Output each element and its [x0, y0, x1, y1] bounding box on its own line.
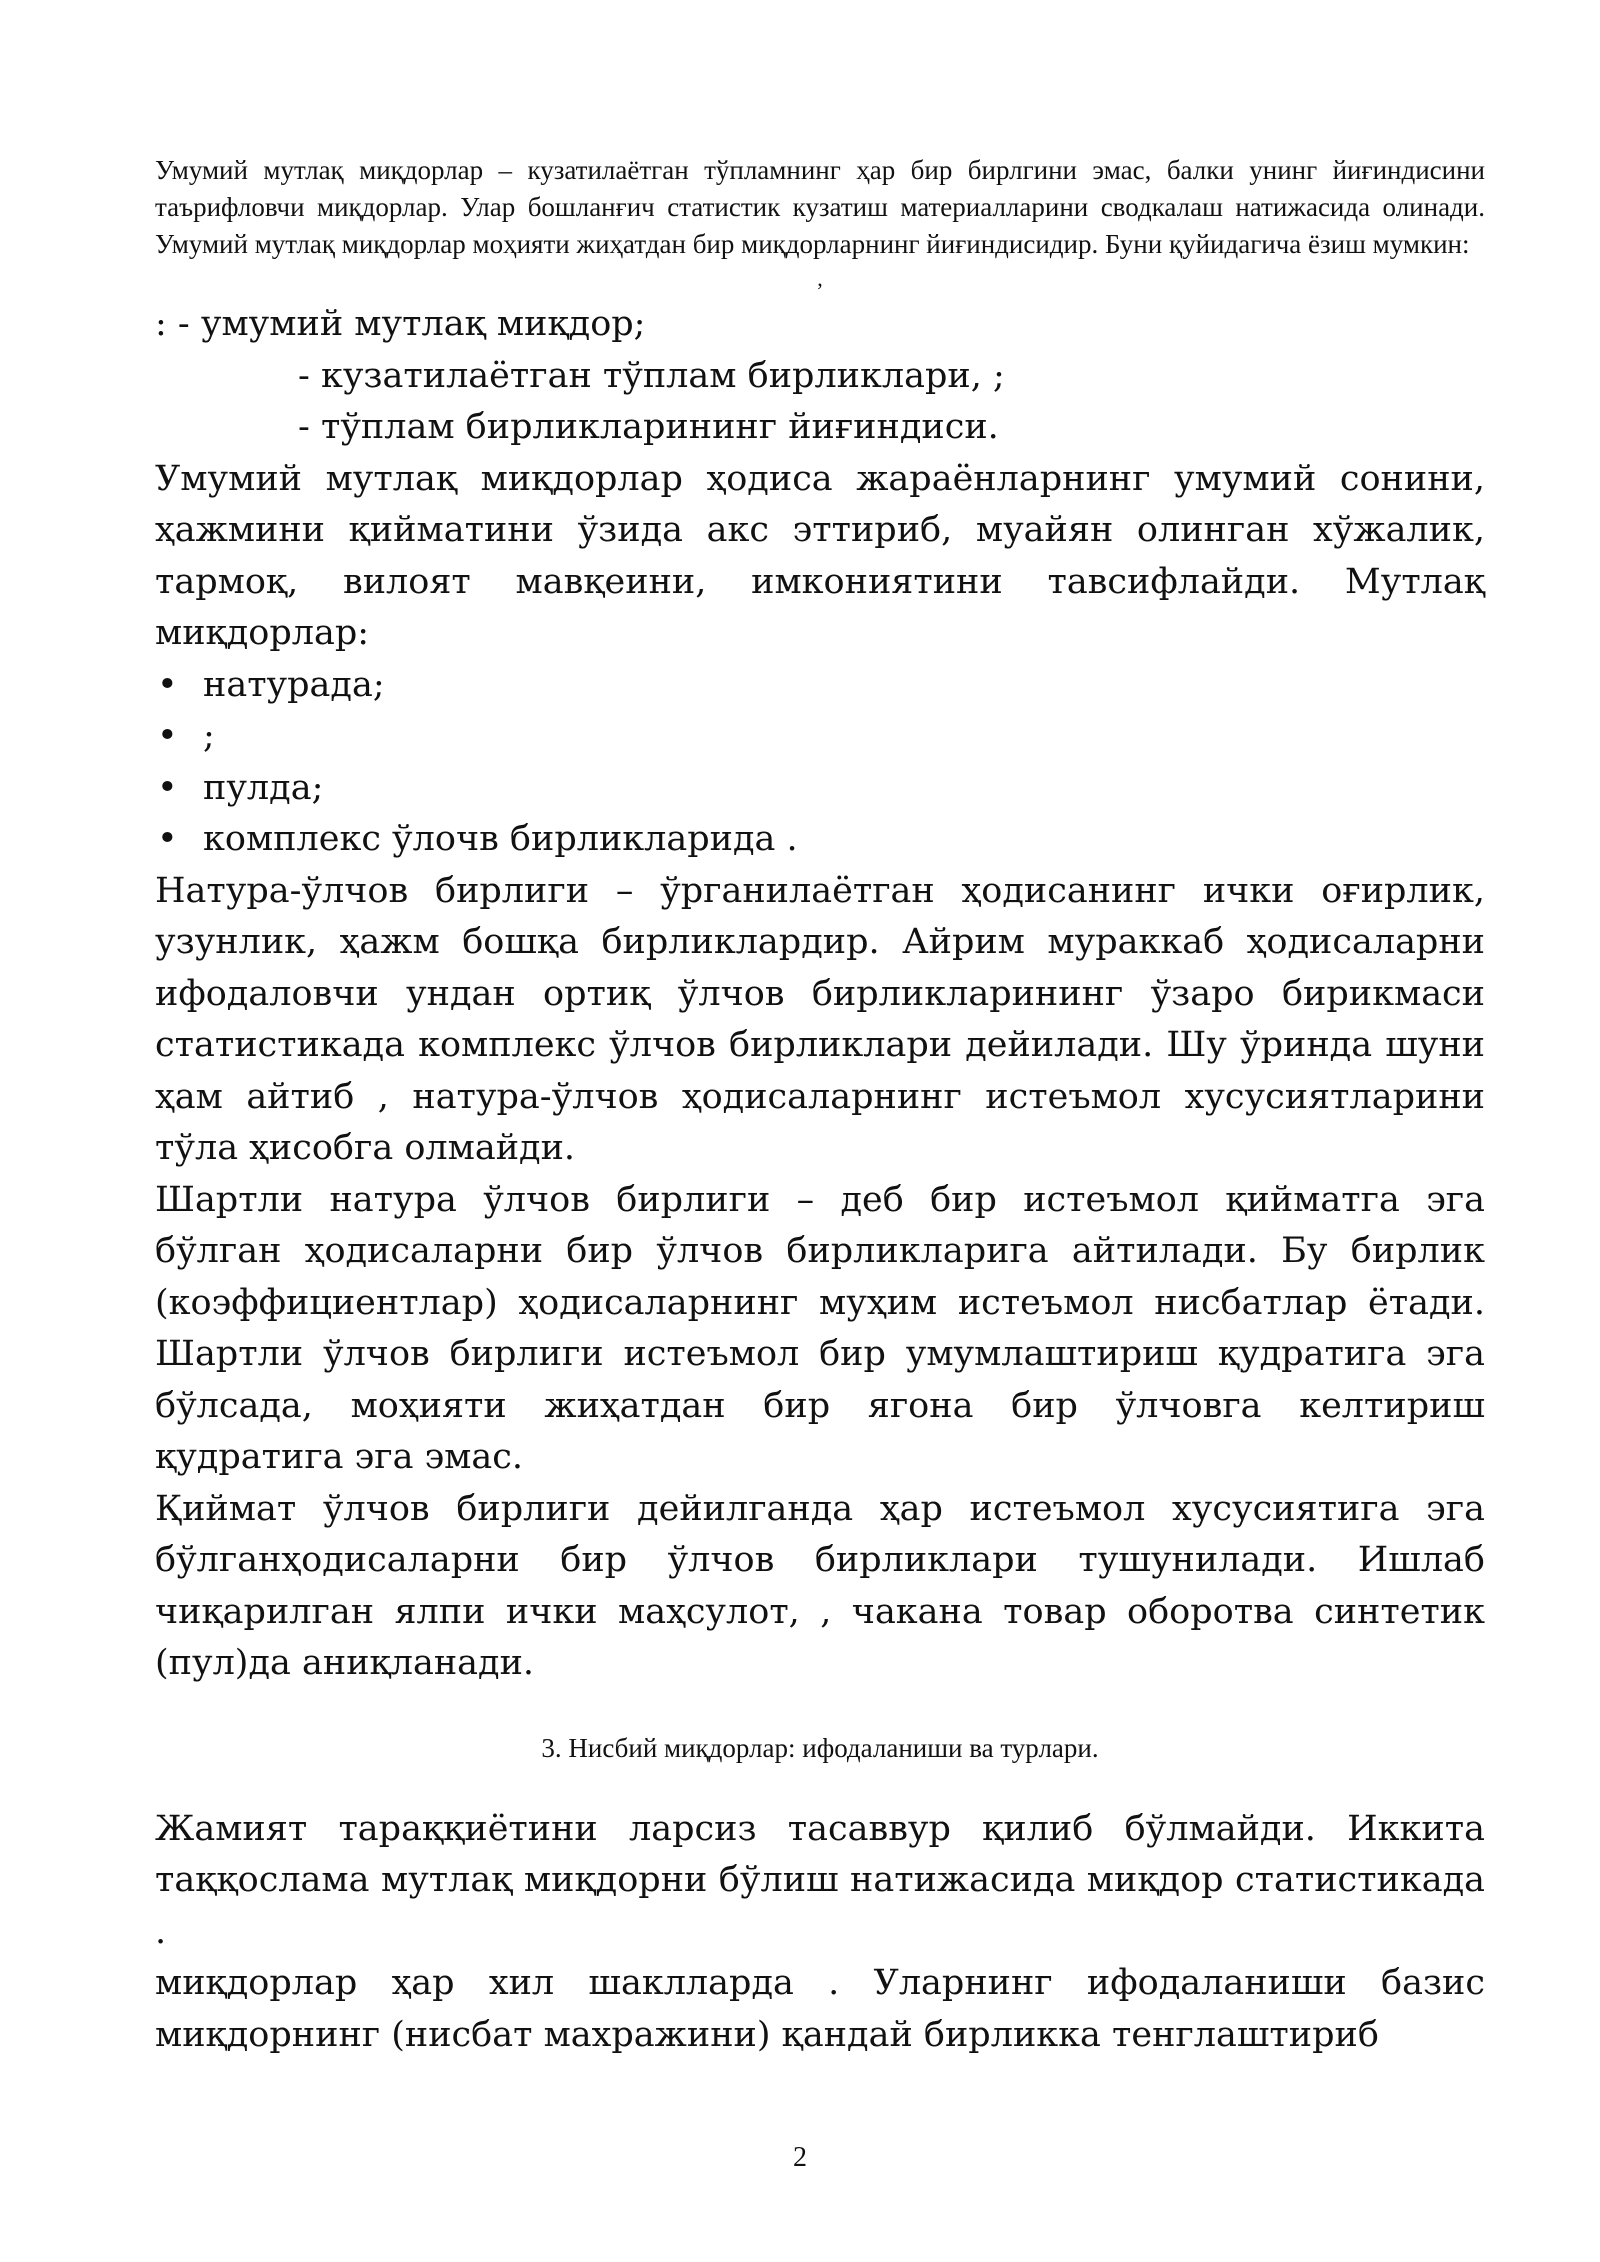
section-heading: 3. Нисбий миқдорлар: ифодаланиши ва турлари.	[541, 1732, 1099, 1763]
conditional-unit-paragraph: Шартли натура ўлчов бирлиги – деб бир истеъмол қийматга эга бўлган ҳодисаларни бир ўлчов бирликларига айтилади. Бу бирлик (коэффициентлар) ҳодисаларнинг муҳим истеъмол нисбатлар ётади. Шартли ўлчов бирлиги истеъмол бир умумлаштириш қудратига эга бўлсада, моҳияти жиҳатдан бир ягона бир ўлчовга келтириш қудратига эга эмас.	[155, 1179, 1485, 1477]
formula-placeholder: ,	[817, 266, 823, 291]
measurement-list	[155, 660, 1485, 866]
definition-line-total: : - умумий мутлақ миқдор;	[155, 304, 646, 344]
intro-paragraph: Умумий мутлақ миқдорлар – кузатилаётган тўпламнинг ҳар бир бирлгини эмас, балки унинг йиғиндисини таърифловчи миқдорлар. Улар бошланғич статистик кузатиш материалларини сводкалаш натижасида олинади. Умумий мутлақ миқдорлар моҳияти жиҳатдан бир миқдорларнинг йиғиндисидир. Буни қуйидагича ёзиш мумкин:	[155, 155, 1485, 259]
definitions-block	[155, 299, 1485, 454]
society-paragraph: Жамият тараққиётини ларсиз тасаввур қилиб бўлмайди. Иккита таққослама мутлақ миқдорни бўлиш натижасида миқдор статистикада .	[155, 1808, 1485, 1952]
forms-paragraph: миқдорлар ҳар хил шаклларда . Уларнинг ифодаланиши базис миқдорнинг (нисбат махражини) қандай бирликка тенглаштириб	[155, 1963, 1485, 2055]
value-unit-paragraph: Қиймат ўлчов бирлиги дейилганда ҳар истеъмол хусусиятига эга бўлганҳодисаларни бир ўлчов бирликлари тушунилади. Ишлаб чиқарилган ялпи ички маҳсулот, , чакана товар оборотва синтетик (пул)да аниқланади.	[155, 1488, 1485, 1683]
definition-line-sum: - тўплам бирликларининг йиғиндиси.	[298, 407, 999, 447]
natura-unit-paragraph: Натура-ўлчов бирлиги – ўрганилаётган ҳодисанинг ички оғирлик, узунлик, ҳажм бошқа бирликлардир. Айрим мураккаб ҳодисаларни ифодаловчи ундан ортиқ ўлчов бирликларининг ўзаро бирикмаси статистикада комплекс ўлчов бирликлари дейилади. Шу ўринда шуни ҳам айтиб , натура-ўлчов ҳодисаларнинг истеъмол хусусиятларини тўла ҳисобга олмайди.	[155, 870, 1485, 1168]
absolute-quantities-paragraph: Умумий мутлақ миқдорлар ҳодиса жараёнларнинг умумий сонини, ҳажмини қийматини ўзида акс эттириб, муайян олинган хўжалик, тармоқ, вилоят мавқеини, имкониятини тавсифлайди. Мутлақ миқдорлар:	[155, 458, 1485, 653]
definition-line-units: - кузатилаётган тўплам бирликлари, ;	[298, 355, 1005, 396]
page-number: 2	[793, 2142, 807, 2173]
bullet-icon: •	[157, 819, 178, 859]
list-item: • пулда;	[155, 763, 1485, 815]
bullet-icon: •	[157, 664, 178, 705]
document-page	[155, 152, 1485, 2061]
list-item: • натурада;	[155, 660, 1485, 712]
bullet-icon: •	[157, 767, 178, 808]
list-item: • комплекс ўлочв бирликларида .	[155, 814, 1485, 866]
list-item: • ;	[155, 711, 1485, 763]
bullet-icon: •	[157, 716, 178, 756]
